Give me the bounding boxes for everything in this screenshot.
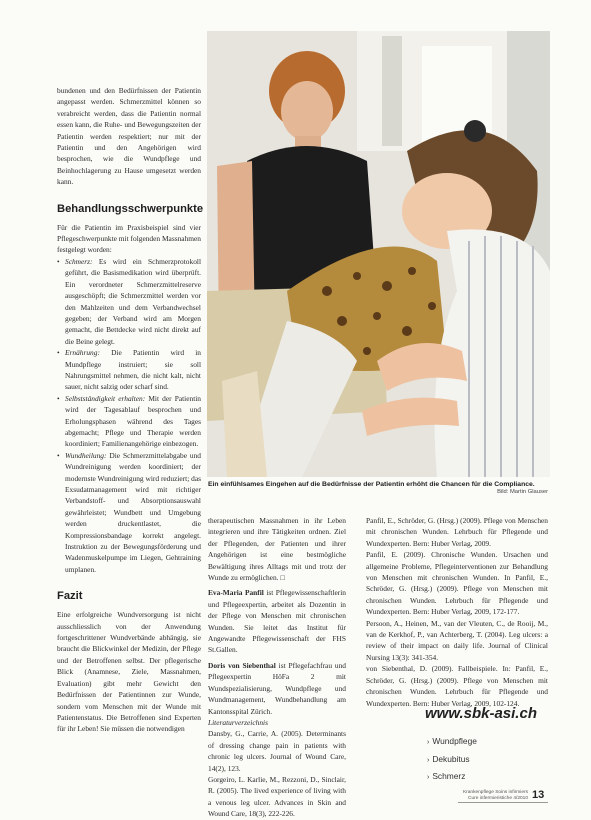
- bullet-ernaehrung: • Ernährung: Die Patientin wird in Mundpflege instruiert; sie soll Nahrungsmittel nehmen, die nicht kalt, nicht sauer, nicht salzig oder scharf sind.: [57, 347, 201, 393]
- topic-link-wundpflege[interactable]: › Wundpflege: [427, 736, 477, 746]
- reference-entry: Panfil, E. (2009). Chronische Wunden. Ursachen und allgemeine Probleme, Pflegeinterventionen zur Behandlung von Menschen mit chronischen Wunden. In Panfil, E., Schröder, G. (Hrsg.) (2009). Pflege von Menschen mit chronischen Wunden. Lehrbuch für Pflegende und Wundexperten. Bern: Huber Verlag, 2009, 172-177.: [366, 550, 548, 617]
- journal-name: Krankenpflege Soins infirmiers Cure infermieristiche 4/2010: [462, 790, 528, 801]
- end-mark-icon: □: [280, 573, 285, 583]
- article-column-right: [366, 515, 548, 709]
- sbk-website-link[interactable]: www.sbk-asi.ch: [425, 705, 537, 722]
- author-bio-panfil: Eva-Maria Panfil ist Pflegewissenschaftlerin und Pflegeexpertin, arbeitet als Dozentin in der Pflege von Menschen mit chronischen Wunden. Sie leitet das Institut für Angewandte Pflegewissenschaft der FHS St.Gallen.: [208, 588, 346, 655]
- chevron-right-icon: ›: [427, 756, 430, 764]
- bullet-wundheilung: • Wundheilung: Die Schmerzmittelabgabe und Wundreinigung werden koordiniert; der modernste Wundreinigung wird reduziert; das Exsudatmanagement wird mit richtiger Verbandstoff- und Absorptionsauswahl gewährleistet; Wundbett und Umgebung werden druckentlastet, die Kompressionsbandage korrekt angelegt. Instruktion zu der Bewegungsförderung und Wadenmuskelpumpe im Liegen, Gehtraining umplanen.: [57, 450, 201, 575]
- bullet-selbststaendigkeit: • Selbstständigkeit erhalten: Mit der Patientin wird der Tagesablauf besprochen und Erholungsphasen während des Tages abgemacht; Pflege und Therapie werden koordiniert; Familienangehörige einbezogen.: [57, 393, 201, 450]
- article-photo: [207, 31, 550, 477]
- author-bio-siebenthal: Doris von Siebenthal ist Pflegefachfrau und Pflegeexpertin HöFa 2 mit Wundspezialisierung, Wundpflege und Wundmanagement, Wundbehandlung am Kantonsspital Zürich.: [208, 660, 346, 716]
- closing-paragraph: therapeutischen Massnahmen in ihr Leben integrieren und ihre Tätigkeiten ordnen. Ziel der Pflegenden, der Patienten und ihrer Angehörigen ist eine bestmögliche Bewältigung ihres Alltags mit und trotz der Wunde zu ermöglichen. □: [208, 516, 346, 583]
- page-number: 13: [532, 789, 545, 801]
- lead-paragraph: Für die Patientin im Praxisbeispiel sind vier Pflegeschwerpunkte mit folgenden Massnahmen festgelegt worden:: [57, 222, 201, 255]
- treatment-bullet-list: [57, 256, 201, 575]
- reference-entry: Panfil, E., Schröder, G. (Hrsg.) (2009). Pflege von Menschen mit chronischen Wunden. Lehrbuch für Pflegende und Wundexperten. Bern: Huber Verlag, 2009.: [366, 516, 548, 548]
- photo-caption: Ein einfühlsames Eingehen auf die Bedürfnisse der Patientin erhöht die Chancen für die Compliance.: [208, 481, 535, 488]
- chevron-right-icon: ›: [427, 739, 430, 746]
- fazit-paragraph: Eine erfolgreiche Wundversorgung ist nicht ausschliesslich von der Anwendung fortgeschrittener Wundverbände abhängig, sie braucht die Blickwinkel der Medizin, der Pflege und der Betroffenen selbst. Der pflegerische Blick (Anamnese, Ziele, Massnahmen, Evaluation) gibt mehr Gewicht den Bedürfnissen der Patientinnen zur Wunde, sondern vom Menschen mit der Wunde mit Patientenstatus. Die Betroffenen sind Experten für ihr Leben! Sie müssen die notwendigen: [57, 610, 201, 734]
- article-column-left: [57, 85, 204, 735]
- topic-link-schmerz[interactable]: › Schmerz: [427, 771, 466, 781]
- literature-heading: Literaturverzeichnis: [208, 717, 268, 727]
- footer-divider: [458, 802, 548, 803]
- reference-entry: Gorgeiro, L. Karlie, M., Rezzoni, D., Sinclair, R. (2005). The lived experience of living with a venous leg ulcer. Advances in Skin and Wound Care, 18(3), 222-226.: [208, 774, 346, 819]
- photo-credit: Bild: Martin Glauser: [497, 489, 548, 495]
- reference-entry: Dansby, G., Carrie, A. (2005). Determinants of dressing change pain in patients with chronic leg ulcers. Journal of Wound Care, 14(2), 123.: [208, 729, 346, 773]
- topic-link-list: [427, 733, 547, 786]
- bullet-schmerz: • Schmerz: Es wird ein Schmerzprotokoll geführt, die Basismedikation wird überprüft. Ein verordneter Schmerzmittelreserve ausgeschöpft; die Schmerzmittel werden vor den Mahlzeiten und dem Verbandwechsel gegeben; der Verband wird am Morgen gemacht, die Bettdecke wird nicht direkt auf die Beine gelegt.: [57, 256, 201, 347]
- section-heading-behandlung: Behandlungsschwerpunkte: [57, 202, 204, 215]
- reference-entry: Persoon, A., Heinen, M., van der Vleuten, C., de Rooij, M., van de Kerkhof, P., van Achterberg, T. (2004). Leg ulcers: a review of their impact on daily life. Journal of Clinical Nursing 13(3): 341-354.: [366, 618, 548, 662]
- nurse-patient-photo: [207, 31, 550, 477]
- intro-paragraph: bundenen und den Bedürfnissen der Patientin angepasst werden. Schmerzmittel können so verabreicht werden, dass die Patientin normal essen kann, die Ruhe- und Bewegungszeiten der Patientin werden respektiert; nur mit der Patientin und den Angehörigen wird besprochen, wie die Wundpflege und Beinhochlagerung zu Hause umgesetzt werden kann.: [57, 86, 201, 187]
- reference-entry: von Siebenthal, D. (2009). Fallbeispiele. In: Panfil, E., Schröder, G. (Hrsg.) (2009). Pflege von Menschen mit chronischen Wunden. Lehrbuch für Pflegende und Wundexperten. Bern: Huber Verlag, 2009, 102-124.: [366, 664, 548, 708]
- section-heading-fazit: Fazit: [57, 590, 83, 603]
- chevron-right-icon: ›: [427, 774, 430, 781]
- topic-link-dekubitus[interactable]: › Dekubitus: [427, 753, 470, 764]
- article-column-middle: [208, 515, 346, 820]
